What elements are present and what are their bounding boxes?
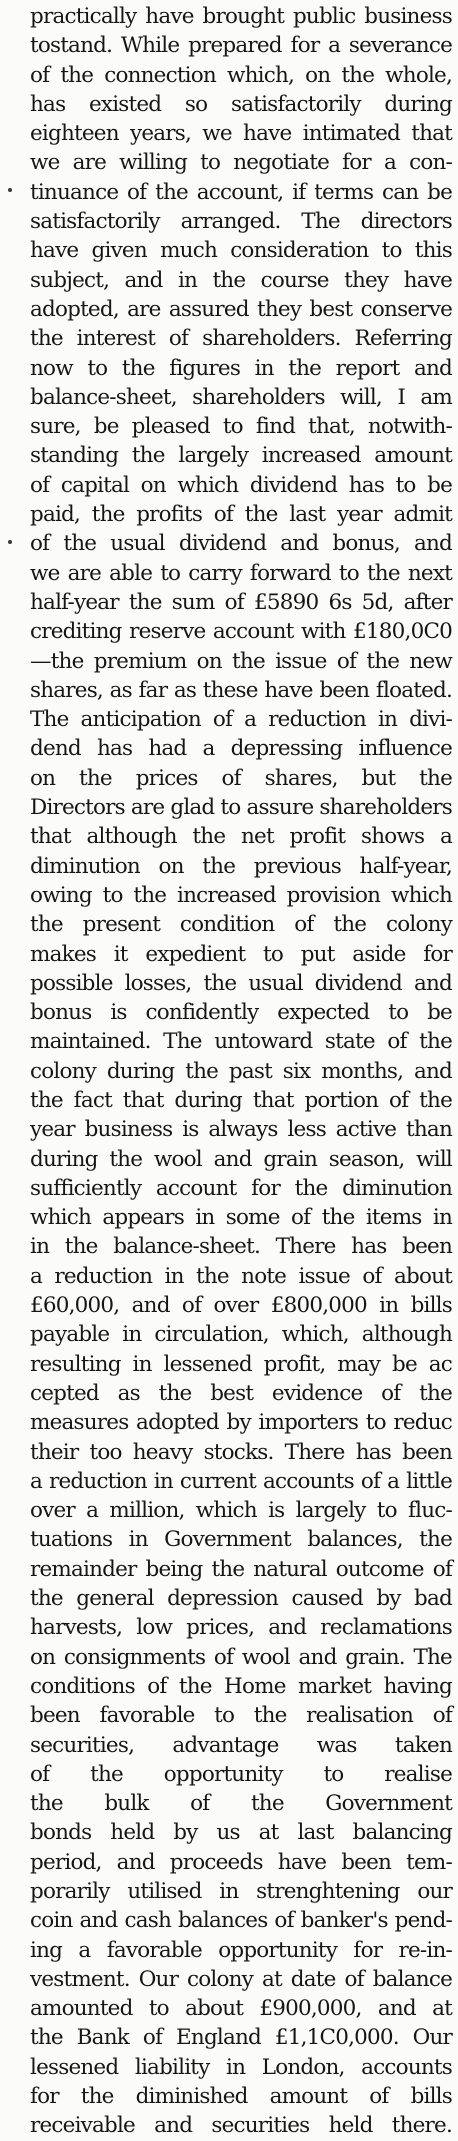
text-line: amounted to about £900,000, and at xyxy=(30,1996,452,2022)
text-line: practically have brought public business xyxy=(30,4,452,29)
text-line: a reduction in current accounts of a little xyxy=(30,1468,452,1494)
text-line: balance-sheet, shareholders will, I am xyxy=(30,384,452,410)
text-line: the bulk of the Government xyxy=(30,1791,452,1817)
text-line: £60,000, and of over £800,000 in bills xyxy=(30,1293,452,1319)
text-line: conditions of the Home market having xyxy=(30,1673,452,1699)
text-line: the fact that during that portion of the xyxy=(30,1087,452,1113)
text-line: measures adopted by importers to reduc xyxy=(30,1410,452,1436)
text-line: lessened liability in London, accounts xyxy=(30,2054,452,2080)
text-line: Directors are glad to assure shareholders xyxy=(30,795,452,821)
text-line: makes it expedient to put aside for xyxy=(30,941,452,967)
text-line: year business is always less active than xyxy=(30,1117,452,1143)
margin-speck xyxy=(8,188,12,192)
text-line: sufficiently account for the diminution xyxy=(30,1175,452,1201)
text-line: for the diminished amount of bills xyxy=(30,2084,452,2110)
text-line: coin and cash balances of banker's pend- xyxy=(30,1908,452,1934)
text-line: paid, the profits of the last year admit xyxy=(30,502,452,528)
text-line: which appears in some of the items in xyxy=(30,1205,452,1231)
text-line: we are able to carry forward to the next xyxy=(30,560,452,586)
text-line: the general depression caused by bad xyxy=(30,1586,452,1612)
text-line: tostand. While prepared for a severance xyxy=(30,33,452,59)
margin-speck xyxy=(8,540,12,544)
text-line: of capital on which dividend has to be xyxy=(30,472,452,498)
text-line: ing a favorable opportunity for re-in- xyxy=(30,1937,452,1963)
text-line: dend has had a depressing influence xyxy=(30,736,452,762)
text-line: securities, advantage was taken xyxy=(30,1732,452,1758)
text-line: half-year the sum of £5890 6s 5d, after xyxy=(30,589,452,615)
text-line: on consignments of wool and grain. The xyxy=(30,1644,452,1670)
text-line: —the premium on the issue of the new xyxy=(30,648,452,674)
text-line: in the balance-sheet. There has been xyxy=(30,1234,452,1260)
text-line: porarily utilised in strenghtening our xyxy=(30,1879,452,1904)
text-line: owing to the increased provision which xyxy=(30,882,452,908)
text-line: vestment. Our colony at date of balance xyxy=(30,1966,452,1992)
text-line: bonds held by us at last balancing xyxy=(30,1820,452,1846)
text-line: subject, and in the course they have xyxy=(30,267,452,293)
text-line: the Bank of England £1,1C0,000. Our xyxy=(30,2025,452,2051)
text-line: diminution on the previous half-year, xyxy=(30,853,452,879)
text-line: a reduction in the note issue of about xyxy=(30,1263,452,1289)
text-line: have given much consideration to this xyxy=(30,238,452,264)
text-line: of the usual dividend and bonus, and xyxy=(30,531,452,557)
text-line: we are willing to negotiate for a con- xyxy=(30,150,452,176)
text-line: now to the figures in the report and xyxy=(30,355,452,381)
text-line: standing the largely increased amount xyxy=(30,443,452,469)
text-line: payable in circulation, which, although xyxy=(30,1322,452,1348)
text-line: of the opportunity to realise xyxy=(30,1761,452,1787)
text-line: shares, as far as these have been floated. xyxy=(30,677,452,703)
text-line: during the wool and grain season, will xyxy=(30,1146,452,1172)
text-line: of the connection which, on the whole, xyxy=(30,62,452,88)
text-line: receivable and securities held there. xyxy=(30,2113,452,2139)
text-line: bonus is confidently expected to be xyxy=(30,1000,452,1026)
text-line: harvests, low prices, and reclamations xyxy=(30,1615,452,1641)
text-line: been favorable to the realisation of xyxy=(30,1703,452,1729)
text-line: possible losses, the usual dividend and xyxy=(30,970,452,996)
text-line: crediting reserve account with £180,0C0 xyxy=(30,619,452,645)
text-line: their too heavy stocks. There has been xyxy=(30,1439,452,1465)
text-line: sure, be pleased to find that, notwith- xyxy=(30,414,452,440)
text-line: has existed so satisfactorily during xyxy=(30,91,452,117)
text-line: resulting in lessened profit, may be ac xyxy=(30,1351,452,1377)
text-line: over a million, which is largely to fluc- xyxy=(30,1498,452,1524)
article-body xyxy=(30,2,452,2141)
text-line: tuations in Government balances, the xyxy=(30,1527,452,1553)
text-line: eighteen years, we have intimated that xyxy=(30,121,452,147)
text-line: remainder being the natural outcome of xyxy=(30,1556,452,1582)
text-line: cepted as the best evidence of the xyxy=(30,1380,452,1406)
text-line: the present condition of the colony xyxy=(30,912,452,938)
text-line: the interest of shareholders. Referring xyxy=(30,326,452,352)
text-line: The anticipation of a reduction in divi- xyxy=(30,707,452,733)
text-line: satisfactorily arranged. The directors xyxy=(30,209,452,235)
text-line: tinuance of the account, if terms can be xyxy=(30,179,452,205)
text-line: that although the net profit shows a xyxy=(30,824,452,850)
text-line: adopted, are assured they best conserve xyxy=(30,296,452,322)
text-line: colony during the past six months, and xyxy=(30,1058,452,1084)
text-line: maintained. The untoward state of the xyxy=(30,1029,452,1055)
text-line: on the prices of shares, but the xyxy=(30,765,452,791)
text-line: period, and proceeds have been tem- xyxy=(30,1849,452,1875)
